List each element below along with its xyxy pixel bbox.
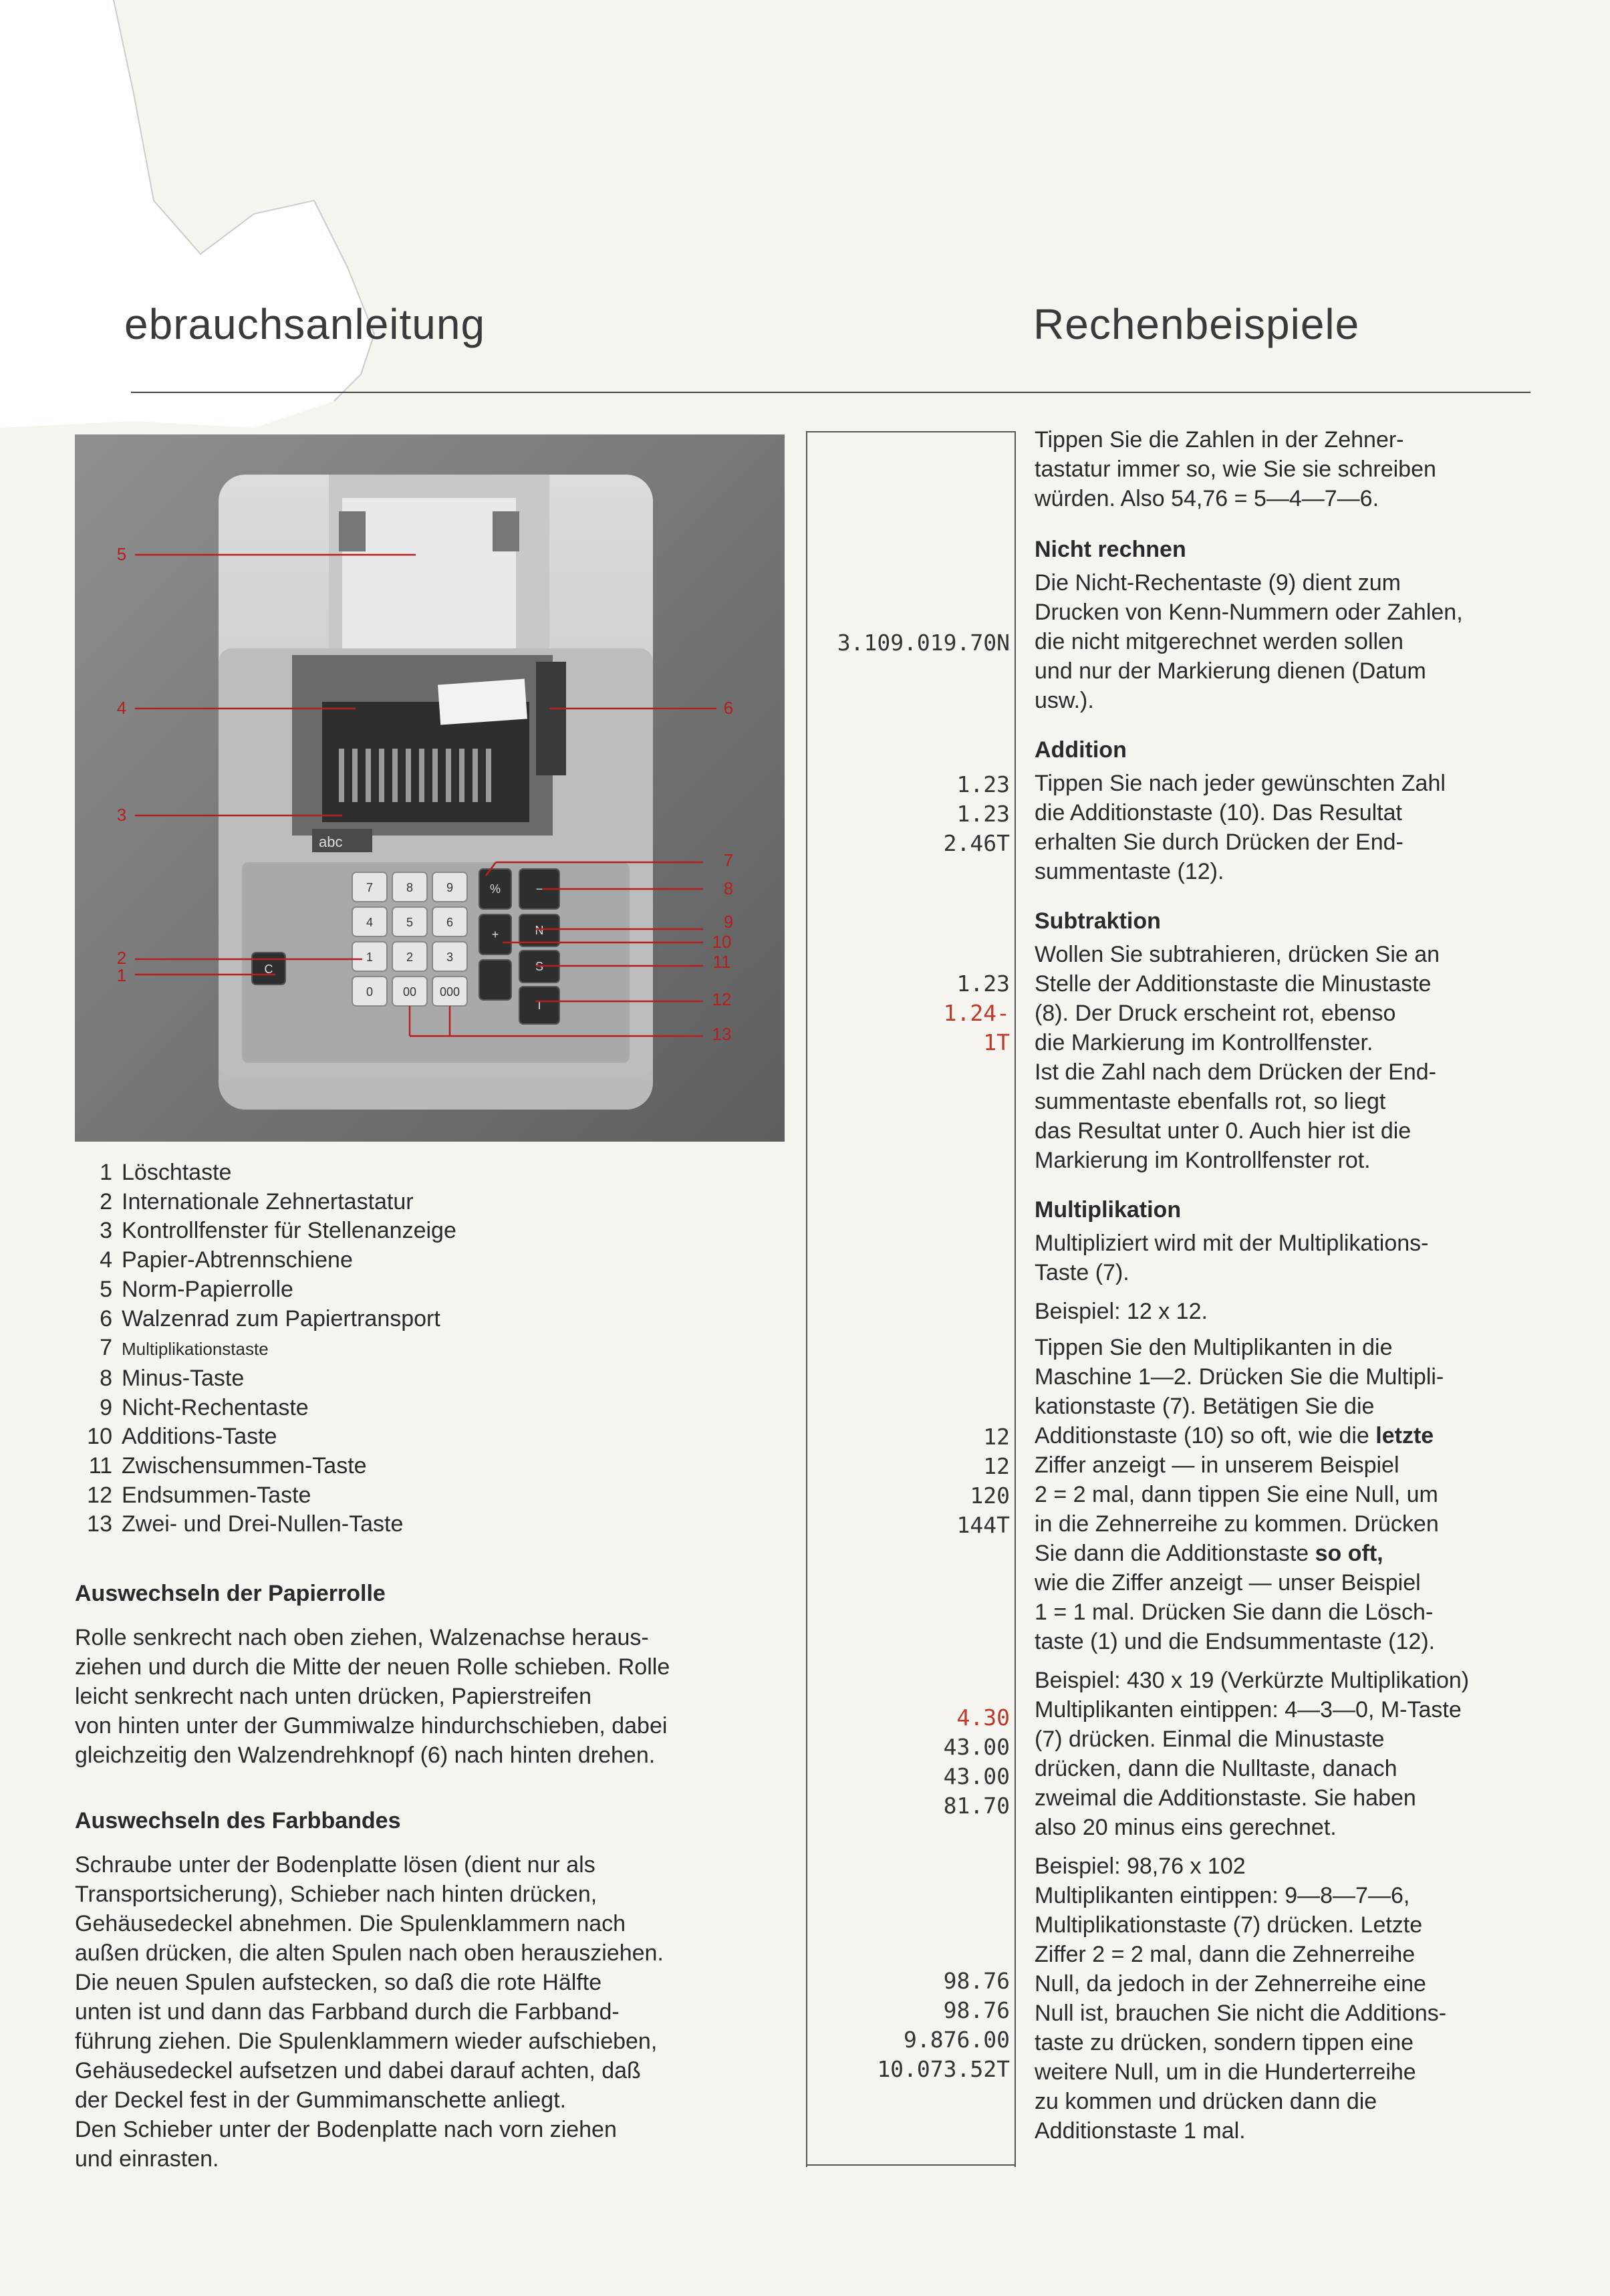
ribbon-section [75,1806,790,2174]
legend-item: 9 Nicht-Rechentaste [100,1394,309,1420]
svg-text:00: 00 [402,985,417,999]
tape-line: 144T [956,1512,1010,1538]
legend-item: 8 Minus-Taste [100,1365,245,1391]
tape-line: 81.70 [943,1793,1010,1819]
paper-roll-line: von hinten unter der Gummiwalze hindurchschieben, dabei [75,1713,668,1739]
beispiel-2-line: drücken, dann die Nulltaste, danach [1035,1756,1397,1781]
paper-roll-section [75,1579,790,1770]
addition-line: die Additionstaste (10). Das Resultat [1035,800,1402,825]
subtraktion-line: summentaste ebenfalls rot, so liegt [1035,1089,1386,1114]
brand-logo: abc [319,834,343,850]
legend-item: 6 Walzenrad zum Papiertransport [100,1305,440,1331]
subtraktion-line: die Markierung im Kontrollfenster. [1035,1030,1373,1055]
tape-line: 98.76 [943,1968,1010,1994]
tape-line: 2.46T [943,830,1010,856]
tape-line-red: 1.24- [943,1000,1010,1026]
ribbon-line: Schraube unter der Bodenplatte lösen (dient nur als [75,1852,595,1878]
svg-text:4: 4 [116,698,127,718]
subtraktion-line: das Resultat unter 0. Auch hier ist die [1035,1118,1412,1144]
beispiel-2-line: zweimal die Additionstaste. Sie haben [1035,1785,1416,1811]
beispiel-1-line: Ziffer anzeigt — in unserem Beispiel [1035,1452,1399,1478]
svg-text:N: N [535,924,544,937]
tape-line: 9.876.00 [904,2027,1010,2053]
svg-text:9: 9 [723,912,734,932]
ribbon-line: Gehäusedeckel aufsetzen und dabei darauf achten, daß [75,2058,641,2083]
tape-line: 1.23 [956,801,1010,827]
nicht-line: Drucken von Kenn-Nummern oder Zahlen, [1035,600,1463,625]
ribbon-line: Gehäusedeckel abnehmen. Die Spulenklammern nach [75,1911,626,1936]
addition-line: erhalten Sie durch Drücken der End- [1035,830,1403,855]
tape-line: 1.23 [956,971,1010,997]
beispiel-2-line: also 20 minus eins gerechnet. [1035,1815,1337,1840]
tape-line: 3.109.019.70N [837,630,1010,656]
tape-line: 98.76 [943,1997,1010,2023]
beispiel-3-line: weitere Null, um in die Hunderterreihe [1035,2059,1416,2085]
beispiel-3-line: Ziffer 2 = 2 mal, dann die Zehnerreihe [1035,1942,1416,1967]
beispiel-3-line: zu kommen und drücken dann die [1035,2089,1377,2114]
addition-line: Tippen Sie nach jeder gewünschten Zahl [1035,771,1446,796]
subtraktion-line: (8). Der Druck erscheint rot, ebenso [1035,1001,1396,1026]
svg-text:%: % [489,882,501,896]
beispiel-3-line: Null ist, brauchen Sie nicht die Additions- [1035,2001,1447,2026]
tape-group-multiplikation [957,1422,1010,1540]
svg-text:10: 10 [712,932,732,952]
beispiel-1-label: Beispiel: 12 x 12. [1035,1299,1208,1324]
ribbon-line: Transportsicherung), Schieber nach hinten drücken, [75,1882,597,1907]
svg-text:C: C [264,963,273,976]
legend-item: 12 Endsummen-Taste [87,1482,311,1508]
tape-strip-bottom [806,2164,1016,2166]
right-header-title: Rechenbeispiele [1033,300,1360,348]
beispiel-3-line: Multiplikationstaste (7) drücken. Letzte [1035,1912,1423,1938]
subtraktion-line: Stelle der Additionstaste die Minustaste [1035,971,1432,997]
ribbon-line: außen drücken, die alten Spulen nach oben herausziehen. [75,1940,664,1966]
tape-line: 43.00 [943,1763,1010,1789]
tape-group-verkuerzt [944,1733,1010,1821]
multiplikation-line: Taste (7). [1035,1260,1129,1285]
tape-line: 10.073.52T [877,2056,1010,2082]
multiplikation-line: Multipliziert wird mit der Multiplikations- [1035,1231,1429,1256]
paper-roll-line: ziehen und durch die Mitte der neuen Rolle schieben. Rolle [75,1654,670,1680]
svg-text:9: 9 [446,881,454,894]
nicht-line: Die Nicht-Rechentaste (9) dient zum [1035,570,1401,596]
svg-text:7: 7 [366,881,374,894]
svg-text:+: + [491,928,499,941]
svg-text:1: 1 [116,965,127,985]
svg-text:0: 0 [366,985,374,999]
svg-text:6: 6 [723,698,734,718]
ribbon-line: und einrasten. [75,2146,219,2172]
tape-group-nicht [837,628,1010,658]
svg-text:6: 6 [446,916,454,929]
beispiel-2-line: (7) drücken. Einmal die Minustaste [1035,1727,1385,1752]
beispiel-2-label: Beispiel: 430 x 19 (Verkürzte Multiplikation) [1035,1668,1470,1693]
addition-line: summentaste (12). [1035,859,1224,884]
beispiel-1-line: Tippen Sie den Multiplikanten in die [1035,1335,1393,1360]
svg-text:2: 2 [406,950,414,964]
svg-text:000: 000 [439,985,460,999]
left-header-title: ebrauchsanleitung [124,300,486,348]
beispiel-1-line: Maschine 1—2. Drücken Sie die Multipli- [1035,1364,1444,1390]
tape-line: 1.23 [956,771,1010,797]
intro-block [1035,425,1536,513]
beispiel-1-line: in die Zehnerreihe zu kommen. Drücken [1035,1511,1439,1537]
nicht-rechnen-block [1035,535,1536,715]
svg-text:3: 3 [116,805,127,825]
tape-line: 12 [983,1424,1010,1450]
svg-text:4: 4 [366,916,374,929]
legend-item: 1 Löschtaste [100,1160,232,1185]
ribbon-line: Den Schieber unter der Bodenplatte nach vorn ziehen [75,2117,617,2142]
legend-item: 4 Papier-Abtrennschiene [100,1247,353,1273]
subtraktion-line: Markierung im Kontrollfenster rot. [1035,1148,1371,1173]
paper-roll-line: Rolle senkrecht nach oben ziehen, Walzenachse heraus- [75,1625,649,1650]
ribbon-line: Die neuen Spulen aufstecken, so daß die rote Hälfte [75,1970,602,1995]
beispiel-1-line: Sie dann die Additionstaste so oft, [1035,1541,1383,1566]
tape-strip-top [806,431,1016,432]
subtraktion-heading: Subtraktion [1035,908,1161,934]
beispiel-2-line: Multiplikanten eintippen: 4—3—0, M-Taste [1035,1697,1462,1723]
beispiel-1-line: wie die Ziffer anzeigt — unser Beispiel [1035,1570,1421,1596]
legend-item: 3 Kontrollfenster für Stellenanzeige [100,1218,456,1244]
svg-text:13: 13 [712,1024,732,1044]
tape-group-beispiel3 [877,1966,1010,2084]
tape-group-verkuerzt-red [957,1703,1010,1733]
tape-group-subtraktion [957,969,1010,999]
addition-block [1035,735,1536,886]
tape-line-red: 4.30 [956,1704,1010,1731]
addition-heading: Addition [1035,737,1127,763]
legend-item: 10 Additions-Taste [87,1424,277,1450]
svg-text:12: 12 [712,989,732,1009]
subtraktion-line: Wollen Sie subtrahieren, drücken Sie an [1035,942,1440,967]
multiplikation-block [1035,1195,1536,2146]
beispiel-3-line: Null, da jedoch in der Zehnerreihe eine [1035,1971,1426,1997]
tape-line: 12 [983,1453,1010,1479]
svg-text:7: 7 [723,850,734,870]
tape-group-addition [944,770,1010,858]
beispiel-3-line: Additionstaste 1 mal. [1035,2118,1246,2144]
subtraktion-block [1035,906,1536,1175]
svg-text:5: 5 [406,916,414,929]
tape-group-subtraktion-red [944,999,1010,1057]
intro-line: Tippen Sie die Zahlen in der Zehner- [1035,427,1404,453]
nicht-rechnen-heading: Nicht rechnen [1035,537,1186,562]
nicht-line: usw.). [1035,688,1094,713]
legend-item: 5 Norm-Papierrolle [100,1276,293,1302]
legend-list [72,1158,741,1539]
beispiel-1-line: kationstaste (7). Betätigen Sie die [1035,1394,1375,1419]
legend-item: 2 Internationale Zehnertastatur [100,1188,414,1215]
beispiel-1-line: 1 = 1 mal. Drücken Sie dann die Lösch- [1035,1600,1434,1625]
svg-text:8: 8 [406,881,414,894]
beispiel-1-line: Additionstaste (10) so oft, wie die letzte [1035,1423,1434,1448]
paper-roll-heading: Auswechseln der Papierrolle [75,1581,386,1606]
svg-text:1: 1 [366,950,374,964]
intro-line: würden. Also 54,76 = 5—4—7—6. [1035,486,1379,511]
paper-roll-line: gleichzeitig den Walzendrehknopf (6) nach hinten drehen. [75,1743,656,1768]
beispiel-3-line: taste zu drücken, sondern tippen eine [1035,2030,1414,2055]
intro-line: tastatur immer so, wie Sie sie schreiben [1035,457,1436,482]
legend-item: 11 Zwischensummen-Taste [88,1453,367,1479]
ribbon-line: führung ziehen. Die Spulenklammern wieder aufschieben, [75,2029,658,2054]
tape-line: 120 [970,1483,1010,1509]
beispiel-1-line: taste (1) und die Endsummentaste (12). [1035,1629,1436,1654]
legend-item: 13 Zwei- und Drei-Nullen-Taste [87,1511,404,1537]
beispiel-3-line: Multiplikanten eintippen: 9—8—7—6, [1035,1883,1410,1908]
svg-text:11: 11 [712,952,731,972]
header-rule [131,392,1530,393]
ribbon-heading: Auswechseln des Farbbandes [75,1808,401,1833]
subtraktion-line: Ist die Zahl nach dem Drücken der End- [1035,1059,1436,1085]
tape-line: 43.00 [943,1734,1010,1760]
beispiel-1-line: 2 = 2 mal, dann tippen Sie eine Null, um [1035,1482,1438,1507]
beispiel-3-label: Beispiel: 98,76 x 102 [1035,1854,1246,1879]
nicht-line: und nur der Markierung dienen (Datum [1035,658,1426,684]
svg-text:S: S [535,960,544,973]
multiplikation-heading: Multiplikation [1035,1197,1182,1223]
svg-text:−: − [535,882,543,896]
svg-text:8: 8 [723,878,734,898]
torn-corner [0,0,1610,468]
calculator-photo [75,434,785,1142]
ribbon-line: unten ist und dann das Farbband durch die Farbband- [75,1999,620,2025]
paper-roll-line: leicht senkrecht nach unten drücken, Papierstreifen [75,1684,592,1709]
calculator-illustration [75,434,785,1142]
svg-text:2: 2 [116,948,127,968]
svg-text:3: 3 [446,950,454,964]
nicht-line: die nicht mitgerechnet werden sollen [1035,629,1403,654]
tape-strip [806,431,1016,2167]
tape-line-red: 1T [983,1029,1010,1055]
legend-item: 7 Multiplikationstaste [100,1335,269,1361]
svg-text:T: T [535,999,543,1012]
svg-text:5: 5 [116,544,127,564]
ribbon-line: der Deckel fest in der Gummimanschette anliegt. [75,2087,567,2113]
